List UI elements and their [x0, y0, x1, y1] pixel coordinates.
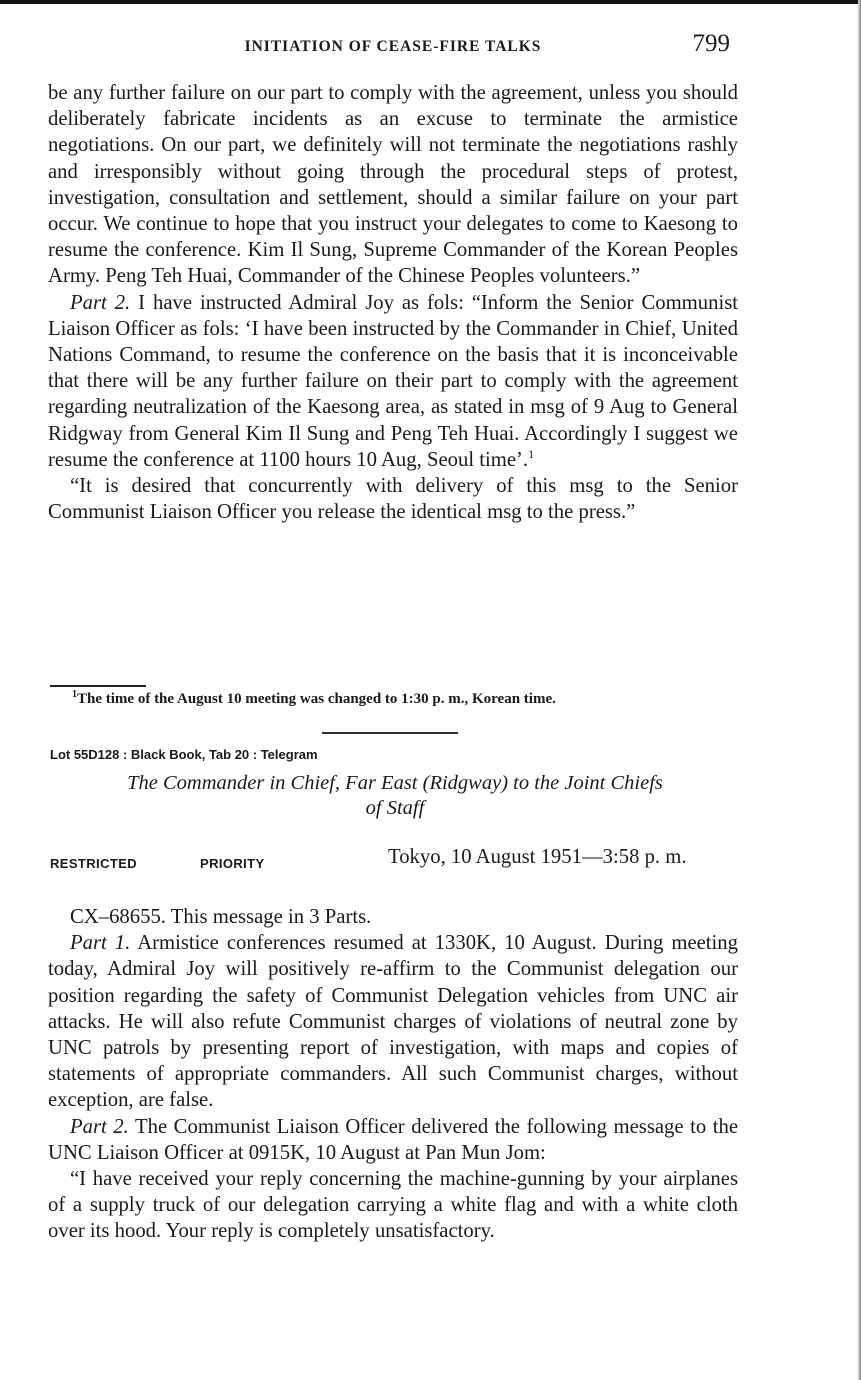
part-2-message-paragraph — [48, 1114, 738, 1166]
page-number: 799 — [692, 30, 730, 57]
telegram-header — [50, 846, 770, 874]
footnote-reference: 1 — [528, 446, 535, 461]
footnote-marker: 1 — [72, 689, 77, 700]
document-title-line-2: of Staff — [365, 797, 425, 819]
part-1-label: Part 1. — [70, 932, 131, 955]
part-2-text: I have instructed Admiral Joy as fols: “Inform the Senior Communist Liaison Officer as fols: ‘I have been instructed by the Commander in Chief, United Nations Command, to resume the conference on the basis that it is inconceivable that there will be any further failure on their part to comply with the agreement regarding neutralization of the Kaesong area, as stated in msg of 9 Aug to General Ridgway from General Kim Il Sung and Peng Teh Huai. Accordingly I suggest we resume the conference at 1100 hours 10 Aug, Seoul time’. — [48, 291, 739, 471]
document-separator — [322, 732, 458, 734]
telegram-body — [48, 904, 738, 1245]
dateline: Tokyo, 10 August 1951—3:58 p. m. — [388, 846, 687, 868]
part-2-message-label: Part 2. — [70, 1115, 129, 1138]
footnote-text: The time of the August 10 meeting was changed to 1:30 p. m., Korean time. — [77, 691, 556, 707]
running-head-title: INITIATION OF CEASE-FIRE TALKS — [244, 38, 542, 55]
running-head — [48, 30, 738, 64]
document-title — [50, 771, 740, 821]
message-id: CX–68655. This message in 3 Parts. — [70, 906, 372, 928]
page-top-edge — [0, 0, 861, 4]
part-1-paragraph — [48, 930, 738, 1113]
part-2-message-text: The Communist Liaison Officer delivered the following message to the UNC Liaison Officer at 0915K, 10 August at Pan Mun Jom: — [48, 1115, 739, 1164]
press-release-paragraph: “It is desired that concurrently with delivery of this msg to the Senior Communist Liaison Officer you release the identical msg to the press.” — [48, 475, 738, 524]
source-citation: Lot 55D128 : Black Book, Tab 20 : Telegram — [50, 747, 318, 762]
quoted-message: “I have received your reply concerning the machine-gunning by your airplanes of a supply truck of our delegation carrying a white flag and with a white cloth over its hood. Your reply is completely unsatisfactory. — [48, 1168, 738, 1243]
part-2-label: Part 2. — [70, 291, 131, 314]
precedence-label: PRIORITY — [200, 856, 265, 871]
continued-paragraph: be any further failure on our part to comply with the agreement, unless you should deliberately fabricate incidents as an excuse to terminate the armistice negotiations. On our part, we definitely will not terminate the negotiations rashly and irresponsibly without going through the procedural steps of protest, investigation, consultation and settlement, should a similar failure on your part occur. We continue to hope that you instruct your delegates to come to Kaesong to resume the conference. Kim Il Sung, Supreme Commander of the Korean Peoples Army. Peng Teh Huai, Commander of the Chinese Peoples volunteers.” — [48, 82, 738, 288]
part-2-paragraph — [48, 290, 738, 473]
footnote — [72, 691, 556, 708]
part-1-text: Armistice conferences resumed at 1330K, 10 August. During meeting today, Admiral Joy will positively re-affirm to the Communist delegation our position regarding the safety of Communist Delegation vehicles from UNC air attacks. He will also refute Communist charges of violations of neutral zone by UNC patrols by presenting report of investigation, with maps and copies of statements of appropriate commanders. All such Communist charges, without exception, are false. — [48, 932, 738, 1112]
continued-text-block — [48, 80, 738, 525]
document-title-line-1: The Commander in Chief, Far East (Ridgway) to the Joint Chiefs — [127, 772, 663, 794]
classification-label: RESTRICTED — [50, 856, 138, 871]
footnote-rule — [50, 685, 146, 687]
